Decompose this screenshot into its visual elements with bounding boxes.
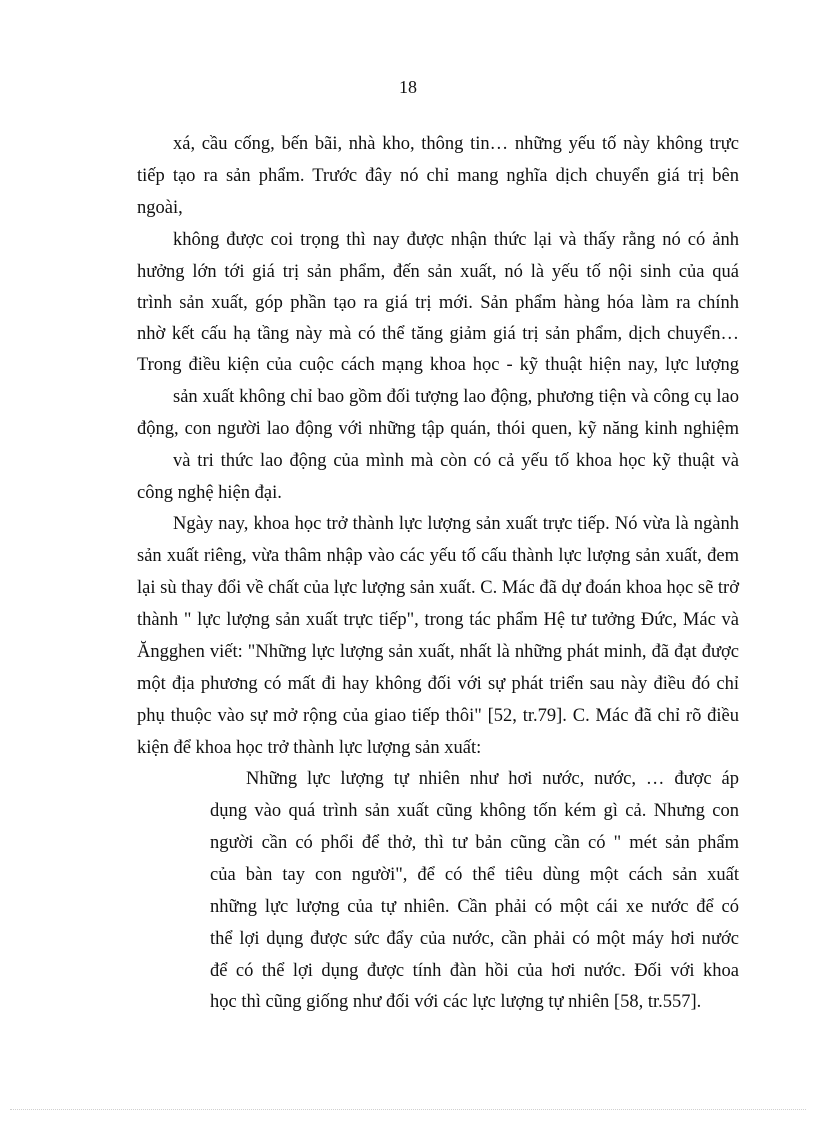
body-line: công nghệ hiện đại. bbox=[137, 483, 282, 503]
body-line: hưởng lớn tới giá trị sản phẩm, đến sản xuất, nó là yếu tố nội sinh của quá bbox=[137, 262, 739, 282]
page-bottom-rule bbox=[10, 1109, 806, 1110]
quote-line: người cần có phổi để thở, thì tư bản cũng cần có " mét sản phẩm bbox=[210, 833, 739, 853]
body-line: không được coi trọng thì nay được nhận thức lại và thấy rằng nó có ảnh bbox=[173, 230, 739, 250]
quote-line: của bàn tay con người", để có thể tiêu dùng một cách sản xuất bbox=[210, 865, 739, 885]
quote-line: học thì cũng giống như đối với các lực lượng tự nhiên [58, tr.557]. bbox=[210, 992, 702, 1012]
body-line: sản xuất riêng, vừa thâm nhập vào các yếu tố cấu thành lực lượng sản xuất, đem bbox=[137, 546, 739, 566]
body-line: tiếp tạo ra sản phẩm. Trước đây nó chỉ mang nghĩa dịch chuyển giá trị bên bbox=[137, 166, 739, 186]
quote-line: những lực lượng của tự nhiên. Cần phải có một cái xe nước để có bbox=[210, 897, 739, 917]
body-line: nhờ kết cấu hạ tầng này mà có thể tăng giảm giá trị sản phẩm, dịch chuyển… bbox=[137, 324, 739, 344]
body-line: một địa phương có mất đi hay không đối với sự phát triển sau này điều đó chỉ bbox=[137, 674, 739, 694]
page-number: 18 bbox=[399, 77, 417, 97]
body-line: phụ thuộc vào sự mở rộng của giao tiếp thôi" [52, tr.79]. C. Mác đã chỉ rõ điều bbox=[137, 706, 739, 726]
body-line: ngoài, bbox=[137, 198, 183, 218]
body-line: kiện để khoa học trở thành lực lượng sản xuất: bbox=[137, 738, 482, 758]
body-line: lại sù thay đổi về chất của lực lượng sản xuất. C. Mác đã dự đoán khoa học sẽ trở bbox=[137, 578, 739, 598]
body-line: thành " lực lượng sản xuất trực tiếp", trong tác phẩm Hệ tư tưởng Đức, Mác và bbox=[137, 610, 739, 630]
quote-line: thể lợi dụng được sức đẩy của nước, cần phải có một máy hơi nước bbox=[210, 929, 739, 949]
body-line: và tri thức lao động của mình mà còn có cả yếu tố khoa học kỹ thuật và bbox=[173, 451, 739, 471]
body-line: động, con người lao động với những tập quán, thói quen, kỹ năng kinh nghiệm bbox=[137, 419, 739, 439]
quote-line: Những lực lượng tự nhiên như hơi nước, nước, … được áp bbox=[246, 769, 739, 789]
body-line: sản xuất không chỉ bao gồm đối tượng lao động, phương tiện và công cụ lao bbox=[173, 387, 739, 407]
quote-line: để có thể lợi dụng được tính đàn hồi của hơi nước. Đối với khoa bbox=[210, 961, 739, 981]
body-line: trình sản xuất, góp phần tạo ra giá trị mới. Sản phẩm hàng hóa làm ra chính bbox=[137, 293, 739, 313]
quote-line: dụng vào quá trình sản xuất cũng không tốn kém gì cả. Nhưng con bbox=[210, 801, 739, 821]
body-line: Trong điều kiện của cuộc cách mạng khoa học - kỹ thuật hiện nay, lực lượng bbox=[137, 355, 739, 375]
body-line: Ăngghen viết: "Những lực lượng sản xuất, nhất là những phát minh, đã đạt được bbox=[137, 642, 739, 662]
body-line: Ngày nay, khoa học trở thành lực lượng sản xuất trực tiếp. Nó vừa là ngành bbox=[173, 514, 739, 534]
body-line: xá, cầu cống, bến bãi, nhà kho, thông tin… những yếu tố này không trực bbox=[173, 134, 739, 154]
